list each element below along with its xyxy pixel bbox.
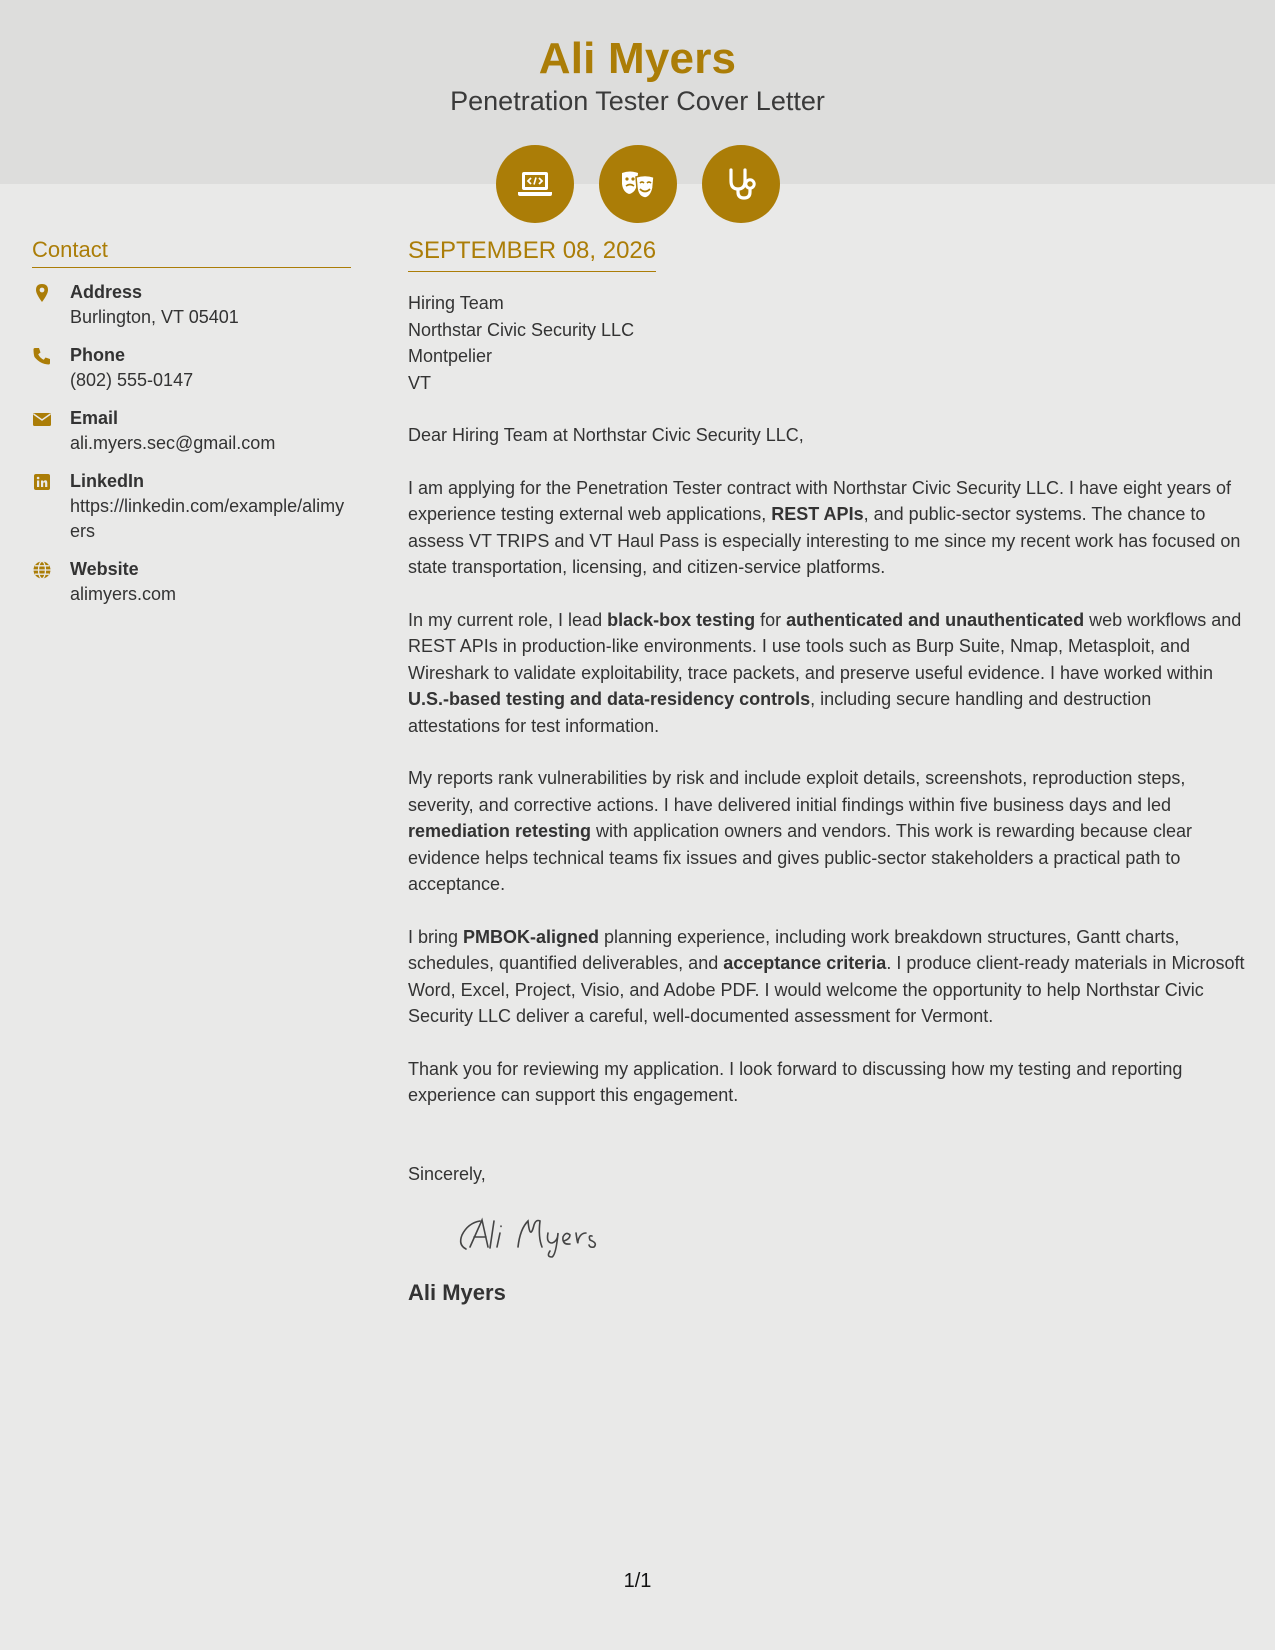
globe-icon	[32, 557, 70, 607]
recipient-line: Northstar Civic Security LLC	[408, 319, 635, 340]
stethoscope-icon	[702, 145, 780, 223]
contact-list	[32, 280, 351, 607]
contact-website	[32, 557, 351, 607]
contact-value: Burlington, VT 05401	[70, 307, 239, 327]
contact-phone	[32, 343, 351, 393]
contact-label: Email	[70, 408, 119, 428]
theater-masks-icon	[599, 145, 677, 223]
contact-linkedin	[32, 469, 351, 544]
letter-date: SEPTEMBER 08, 2026	[408, 237, 656, 272]
contact-heading: Contact	[32, 237, 351, 268]
contact-value: ali.myers.sec@gmail.com	[70, 433, 276, 453]
letter-body	[408, 237, 1248, 1306]
envelope-icon	[32, 406, 70, 456]
contact-address	[32, 280, 351, 330]
contact-value[interactable]: https://linkedin.com/example/alimyers	[70, 496, 345, 541]
page-number: 1/1	[623, 1570, 652, 1592]
recipient-line: Montpelier	[408, 346, 493, 366]
paragraph-4: I bring PMBOK-aligned planning experience, including work breakdown structures, Gantt charts, schedules, quantified deliverables, and acceptance criteria. I produce client-ready materials in Microsoft Word, Excel, Project, Visio, and Adobe PDF. I would welcome the opportunity to help Northstar Civic Security LLC deliver a careful, well-documented assessment for Vermont.	[408, 926, 1245, 1026]
paragraph-5: Thank you for reviewing my application. I look forward to discussing how my testing and reporting experience can support this engagement.	[408, 1058, 1183, 1105]
contact-email	[32, 406, 351, 456]
signed-name: Ali Myers	[408, 1280, 506, 1305]
linkedin-icon	[32, 469, 70, 544]
contact-sidebar	[32, 237, 351, 620]
recipient-line: VT	[408, 372, 432, 393]
contact-label: Address	[70, 282, 143, 302]
phone-icon	[32, 343, 70, 393]
contact-value: (802) 555-0147	[70, 370, 194, 390]
applicant-name: Ali Myers	[538, 34, 737, 83]
document-subtitle: Penetration Tester Cover Letter	[450, 86, 825, 116]
handwritten-signature	[448, 1211, 1248, 1266]
header-icons	[0, 145, 1275, 223]
closing: Sincerely,	[408, 1163, 486, 1184]
recipient-line: Hiring Team	[408, 293, 504, 313]
paragraph-1: I am applying for the Penetration Tester contract with Northstar Civic Security LLC. I have eight years of experience testing external web applications, REST APIs, and public-sector systems. The chance to assess VT TRIPS and VT Haul Pass is especially interesting to me since my recent work has focused on state transportation, licensing, and citizen-service platforms.	[408, 477, 1241, 577]
contact-value[interactable]: alimyers.com	[70, 584, 177, 604]
paragraph-3: My reports rank vulnerabilities by risk and include exploit details, screenshots, reproduction steps, severity, and corrective actions. I have delivered initial findings within five business days and led remediation retesting with application owners and vendors. This work is rewarding because clear evidence helps technical teams fix issues and gives public-sector stakeholders a practical path to acceptance.	[408, 768, 1193, 894]
contact-label: Phone	[70, 345, 126, 365]
location-pin-icon	[32, 280, 70, 330]
contact-label: Website	[70, 559, 139, 579]
paragraph-2: In my current role, I lead black-box testing for authenticated and unauthenticated web workflows and REST APIs in production-like environments. I use tools such as Burp Suite, Nmap, Metasploit, and Wireshark to validate exploitability, trace packets, and preserve useful evidence. I have worked within U.S.-based testing and data-residency controls, including secure handling and destruction attestations for test information.	[408, 609, 1242, 736]
laptop-code-icon	[496, 145, 574, 223]
salutation: Dear Hiring Team at Northstar Civic Security LLC,	[408, 425, 804, 445]
recipient-block	[408, 290, 1248, 396]
contact-label: LinkedIn	[70, 471, 145, 491]
